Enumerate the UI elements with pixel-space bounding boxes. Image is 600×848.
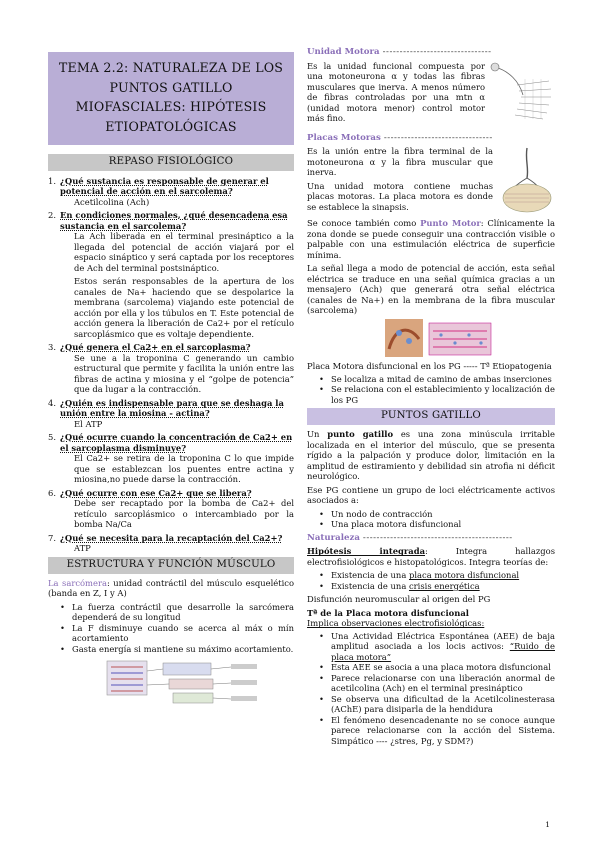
senal-text: La señal llega a modo de potencial de acción, esta señal eléctrica se traduce en una señal química gracias a un mensajero (Ach) que generará otra señal eléctrica (canales de Na+) en la membrana de la fibra muscular (sarcolema) bbox=[307, 263, 555, 316]
title-line: TEMA 2.2: NATURALEZA DE LOS bbox=[58, 60, 284, 75]
answer-text: Estos serán responsables de la apertura de los canales de Na+ haciendo que se despolarice la membrana (sarcolema) viajando este potencial de acción por ella y los túbulos en T. Este potencial de acción genera la liberación de Ca2+ por el retículo sarcoplásmico que es voltaje dependiente. bbox=[74, 276, 294, 339]
question-text: ¿Qué se necesita para la recaptación del Ca2+? bbox=[60, 532, 283, 543]
list-item: • Gasta energía si mantiene su máximo acortamiento. bbox=[48, 644, 294, 655]
sarcomera-intro: La sarcómera: unidad contráctil del músculo esquelético (banda en Z, I y A) bbox=[48, 577, 295, 598]
list-item: • Se relaciona con el establecimiento y localización de los PG bbox=[307, 384, 555, 405]
placas-motoras-text-2: Una unidad motora contiene muchas placas motoras. La placa motora es donde se establece la sinapsis. bbox=[307, 180, 493, 212]
question-item: 7. ¿Qué se necesita para la recaptación del Ca2+? ATP bbox=[48, 533, 294, 554]
right-column bbox=[307, 47, 555, 749]
answer-text: ATP bbox=[74, 543, 91, 554]
answer-text: El Ca2+ se retira de la troponina C lo que impide que se establezcan los puentes entre actina y miosina,no puede darse la contracción. bbox=[74, 453, 294, 485]
section-heading-estructura: ESTRUCTURA Y FUNCIÓN MÚSCULO bbox=[48, 557, 294, 574]
page-number: 1 bbox=[545, 820, 550, 829]
heading-unidad-motora: Unidad Motora -------------------------------- bbox=[307, 47, 492, 57]
title-line: PUNTOS GATILLO bbox=[109, 79, 233, 95]
list-item: • Parece relacionarse con una liberación anormal de acetilcolina (Ach) en el terminal presináptico bbox=[307, 673, 555, 694]
question-text: ¿Qué ocurre con ese Ca2+ que se libera? bbox=[60, 487, 252, 498]
punto-gatillo-definition: Un punto gatillo es una zona minúscula irritable localizada en el interior del músculo, que se presenta rígido a la palpación y produce dolor, limitación en la amplitud de estiramiento y debilidad sin atrofia ni déficit neurológico. bbox=[307, 429, 555, 482]
question-item: 1. ¿Qué sustancia es responsable de generar el potencial de acción en el sarcolema? Acetilcolina (Ach) bbox=[48, 176, 294, 208]
list-item: • El fenómeno desencadenante no se conoce aunque parece relacionarse con la acción del Sistema. Simpático ---- ¿stres, Pg, y SDM?) bbox=[307, 715, 555, 747]
unidad-motora-text: Es la unidad funcional compuesta por una motoneurona α y todas las fibras musculares que inerva. A menos número de fibras controladas por una mtn α (unidad motora menor) control motor más fino. bbox=[307, 60, 485, 124]
section-heading-puntos-gatillo: PUNTOS GATILLO bbox=[307, 408, 555, 425]
list-item: • Se observa una dificultad de la Acetilcolinesterasa (AChE) para disiparla de la hendidura bbox=[307, 694, 555, 715]
question-item: 4. ¿Quién es indispensable para que se deshaga la unión entre la miosina - actina? El ATP bbox=[48, 398, 294, 430]
question-list bbox=[48, 176, 294, 554]
punto-motor-text: Se conoce también como Punto Motor: Clínicamente la zona donde se puede conseguir una contracción visible o palpable con una estimulación eléctrica de superficie mínima. bbox=[307, 218, 555, 260]
question-text: ¿Qué ocurre cuando la concentración de Ca2+ en el sarcoplasma disminuye? bbox=[60, 432, 293, 453]
question-text: ¿Qué sustancia es responsable de generar el potencial de acción en el sarcolema? bbox=[60, 175, 269, 197]
answer-text: El ATP bbox=[74, 418, 103, 429]
list-item: • Una Actividad Eléctrica Espontánea (AEE) de baja amplitud asociada a los locis activos: “Ruido de placa motora” bbox=[307, 631, 555, 663]
sarcomere-diagram-image bbox=[103, 657, 263, 713]
left-column bbox=[48, 52, 294, 716]
answer-text: Se une a la troponina C generando un cambio estructural que permite y facilita la unión entre las fibras de actina y miosina y el “golpe de potencia” que da lugar a la contracción. bbox=[74, 352, 294, 395]
question-text: ¿Qué genera el Ca2+ en el sarcoplasma? bbox=[60, 342, 251, 353]
title-line: ETIOPATOLÓGICAS bbox=[105, 118, 237, 134]
list-item: • Se localiza a mitad de camino de ambas inserciones bbox=[307, 374, 555, 385]
motor-unit-image bbox=[489, 61, 555, 123]
naturaleza-bullets bbox=[307, 570, 555, 591]
answer-text: La Ach liberada en el terminal presináptico a la llegada del potencial de acción viajará por el espacio sináptico y será captada por los receptores de Ach del terminal postsináptico. bbox=[74, 231, 294, 273]
placas-motoras-text-1: Es la unión entre la fibra terminal de la motoneurona α y la fibra muscular que inerva. bbox=[307, 146, 493, 178]
list-item: • Un nodo de contracción bbox=[307, 509, 555, 520]
punto-gatillo-loci: Ese PG contiene un grupo de loci eléctricamente activos asociados a: bbox=[307, 484, 555, 506]
question-text: En condiciones normales, ¿qué desencadena esa sustancia en el sarcolema? bbox=[60, 210, 288, 231]
section-heading-repaso: REPASO FISIOLÓGICO bbox=[48, 154, 294, 171]
question-item: 5. ¿Qué ocurre cuando la concentración de Ca2+ en el sarcoplasma disminuye? El Ca2+ se retira de la troponina C lo que impide que se establezcan los puentes entre actina y miosina,no puede darse la contracción. bbox=[48, 432, 294, 485]
sarcomera-bullets bbox=[48, 602, 294, 655]
punto-gatillo-bullets bbox=[307, 509, 555, 530]
list-item: • La F disminuye cuando se acerca al máx o mín acortamiento bbox=[48, 623, 294, 644]
hipotesis-integrada-text: Hipótesis integrada: Integra hallazgos electrofisiológicos e histopatológicos. Integra teorías de: bbox=[307, 546, 555, 567]
list-item: • Existencia de una crisis energética bbox=[307, 581, 555, 592]
question-text: ¿Quién es indispensable para que se deshaga la unión entre la miosina - actina? bbox=[60, 397, 284, 419]
question-item: 6. ¿Qué ocurre con ese Ca2+ que se libera? Debe ser recaptado por la bomba de Ca2+ del retículo sarcoplásmico o intercambiado por la bomba Na/Ca bbox=[48, 487, 294, 530]
question-item: 2. En condiciones normales, ¿qué desencadena esa sustancia en el sarcolema? La Ach liberada en el terminal presináptico a la llegada del potencial de acción viajará por el espacio sináptico y será captada por los receptores de Ach del terminal postsináptico. Estos serán responsables de la apertura de los canales de Na+ haciendo que se despolarice la membrana (sarcolema) viajando este potencial de acción por ella y los túbulos en T. Este potencial de acción genera la liberación de Ca2+ por el retículo sarcoplásmico que es voltaje dependiente. bbox=[48, 210, 294, 339]
disfuncion-text: Disfunción neuromuscular al origen del PG bbox=[307, 594, 491, 605]
motor-end-plate-image bbox=[499, 146, 555, 216]
placa-bullets bbox=[307, 374, 555, 406]
observaciones-bullets bbox=[307, 631, 555, 747]
teoria-heading: Tª de la Placa motora disfuncional bbox=[307, 607, 469, 618]
title-line: MIOFASCIALES: HIPÓTESIS bbox=[75, 99, 267, 114]
list-item: • Esta AEE se asocia a una placa motora disfuncional bbox=[307, 662, 555, 673]
question-item: 3. ¿Qué genera el Ca2+ en el sarcoplasma? Se une a la troponina C generando un cambio estructural que permite y facilita la unión entre las fibras de actina y miosina y el “golpe de potencia” que da lugar a la contracción. bbox=[48, 342, 294, 395]
heading-naturaleza: Naturaleza -------------------------------------------- bbox=[307, 532, 513, 543]
list-item: • Existencia de una placa motora disfuncional bbox=[307, 570, 555, 581]
title-box bbox=[48, 52, 294, 145]
synapse-image bbox=[385, 319, 495, 357]
answer-text: Acetilcolina (Ach) bbox=[74, 196, 150, 207]
list-item: • Una placa motora disfuncional bbox=[307, 519, 555, 530]
placa-disfuncional-text: Placa Motora disfuncional en los PG ----- Tª Etiopatogenia bbox=[307, 361, 552, 372]
implica-text: Implica observaciones electrofisiológicas: bbox=[307, 618, 485, 629]
heading-placas-motoras: Placas Motoras -------------------------------- bbox=[307, 132, 493, 143]
list-item: • La fuerza contráctil que desarrolle la sarcómera dependerá de su longitud bbox=[48, 602, 294, 623]
answer-text: Debe ser recaptado por la bomba de Ca2+ del retículo sarcoplásmico o intercambiado por la bomba Na/Ca bbox=[74, 498, 294, 530]
